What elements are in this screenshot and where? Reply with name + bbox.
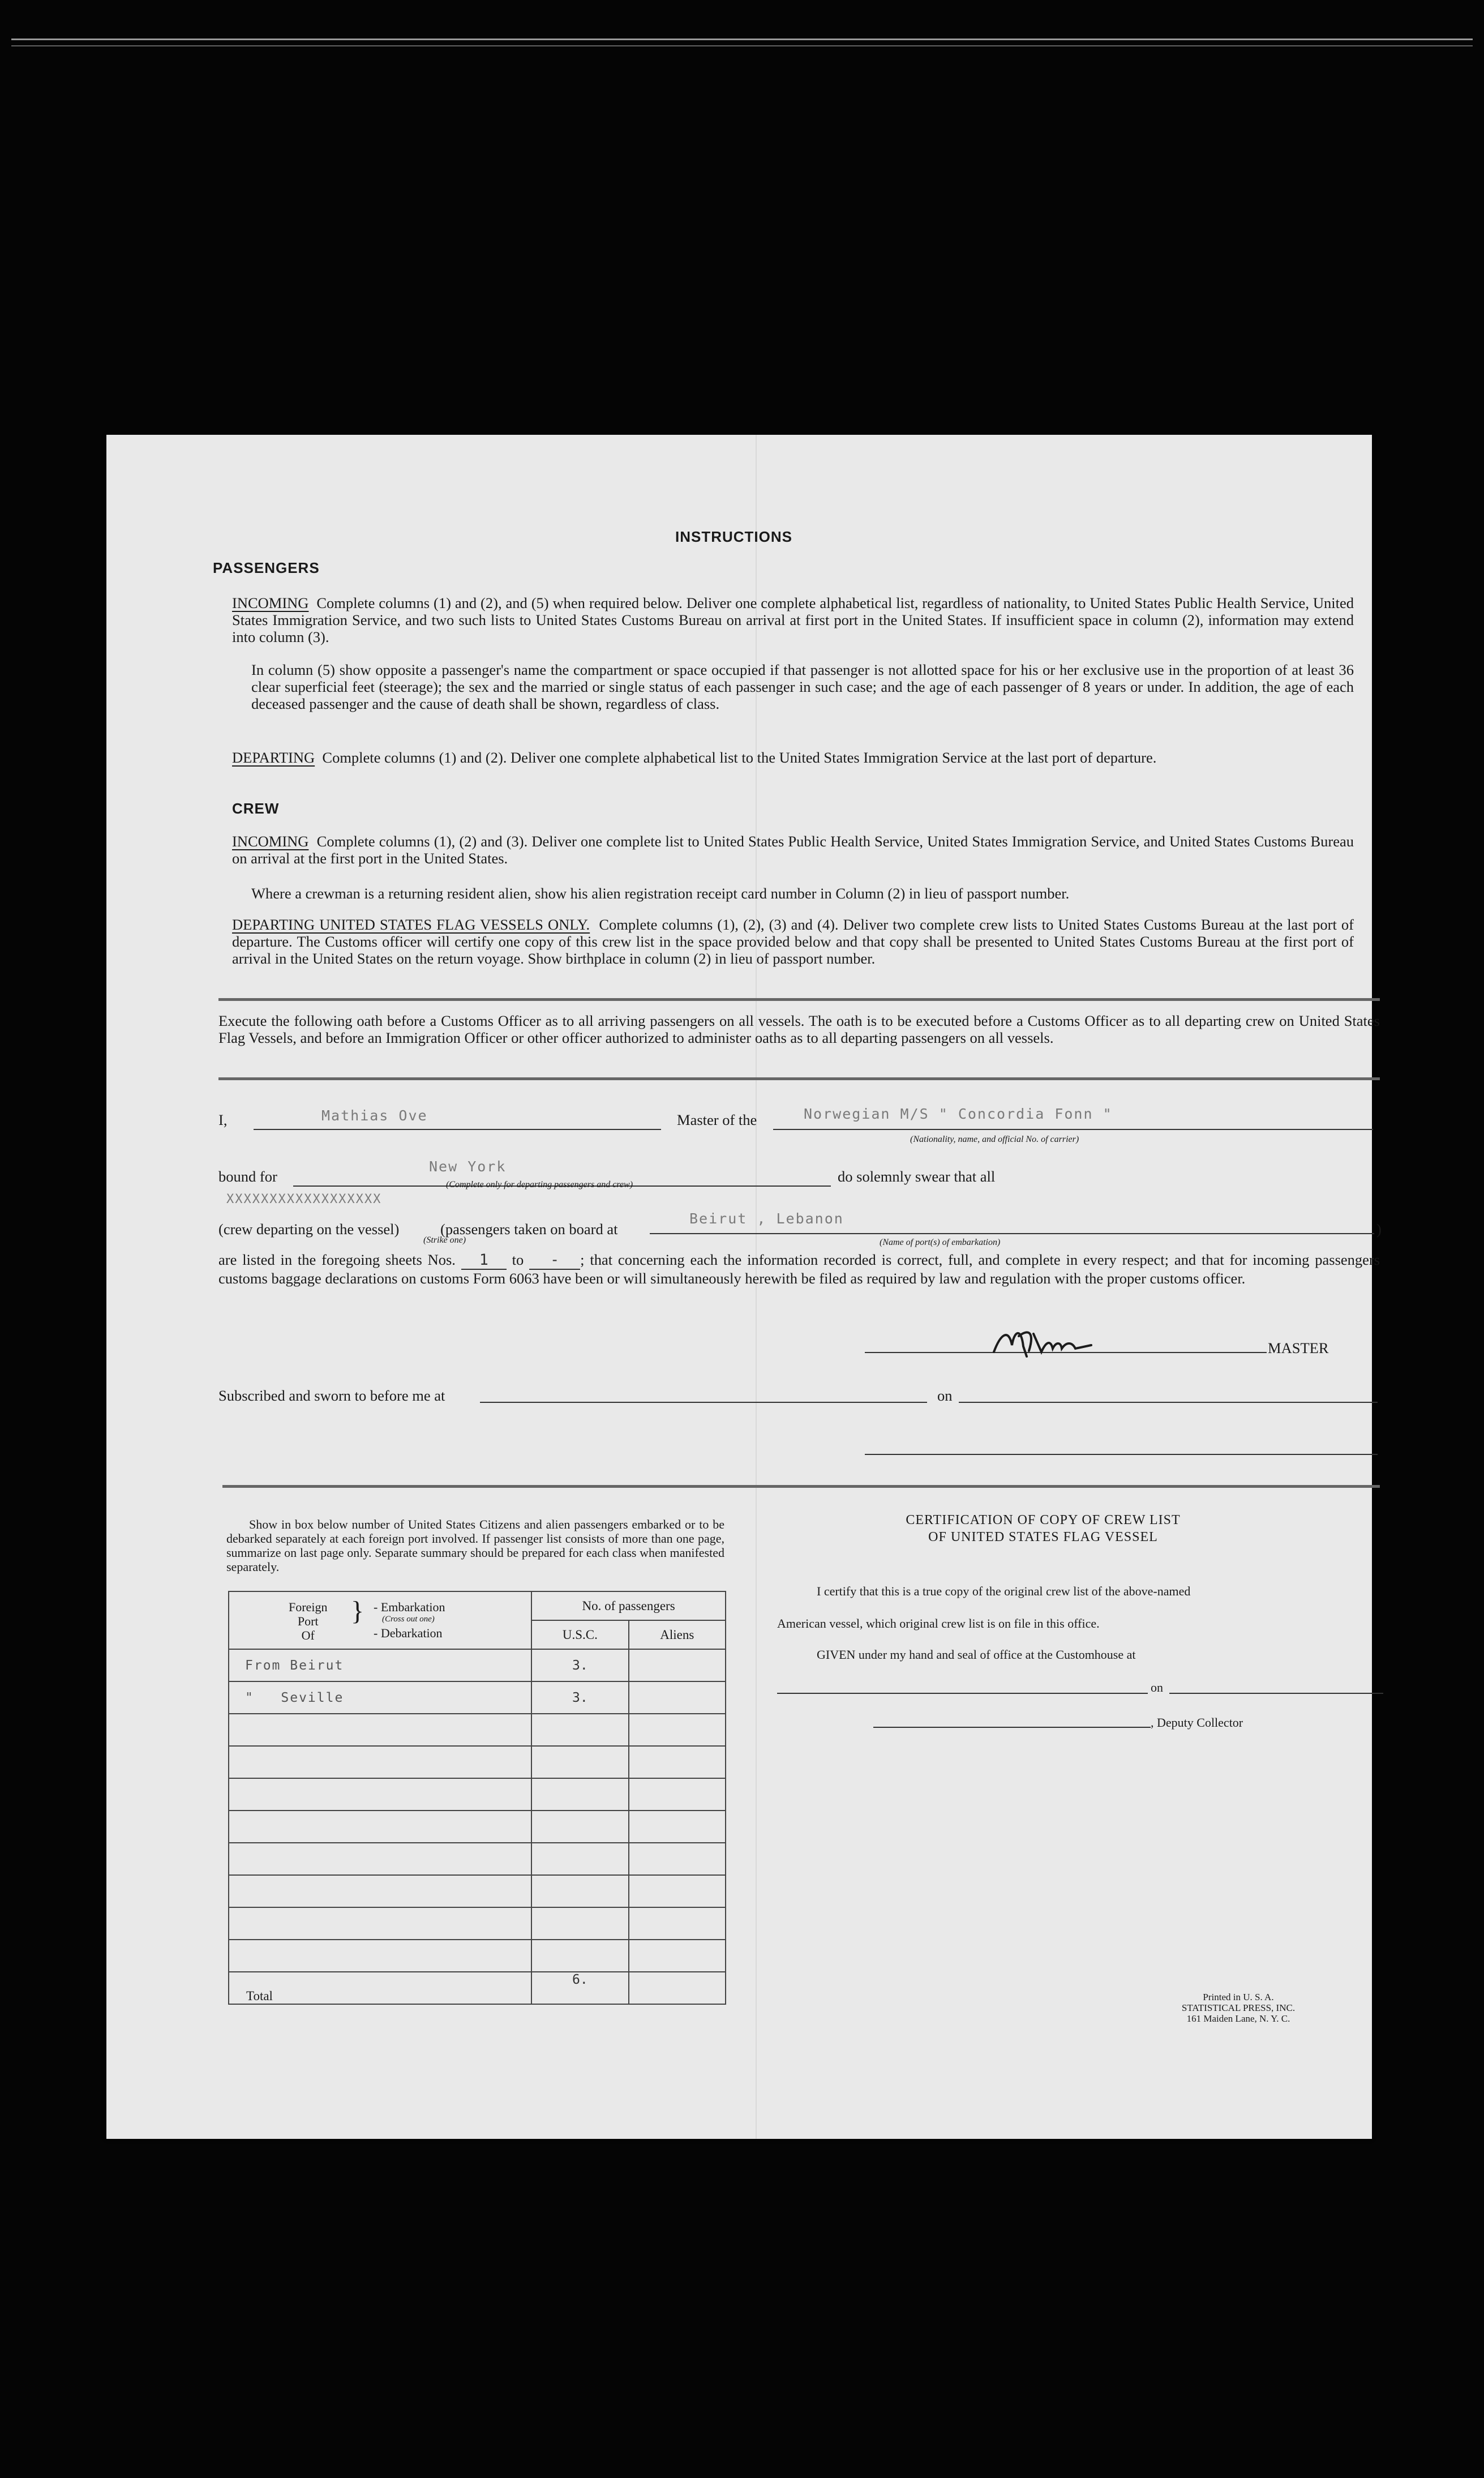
empty-cell[interactable] [629, 1811, 726, 1843]
certification-title [803, 1512, 1284, 1546]
master-of-label: Master of the [677, 1111, 757, 1128]
header-aliens: Aliens [629, 1620, 726, 1649]
empty-cell[interactable] [531, 1843, 628, 1875]
master-label: MASTER [1268, 1339, 1329, 1356]
table-row [229, 1714, 726, 1746]
table-row [229, 1843, 726, 1875]
header-usc: U.S.C. [531, 1620, 628, 1649]
certification-text3: GIVEN under my hand and seal of office at the Customhouse at [817, 1647, 1136, 1662]
form-page [106, 435, 1382, 2139]
section-divider [218, 1077, 1380, 1080]
departing-us-paragraph [232, 916, 1354, 967]
strike-crew-text: (crew departing on the vessel) [218, 1221, 400, 1238]
header-embarkation[interactable]: - Embarkation [374, 1600, 445, 1614]
row-aliens[interactable] [629, 1649, 726, 1681]
header-port: Port [297, 1614, 319, 1628]
total-row [229, 1972, 726, 2004]
empty-cell[interactable] [629, 1940, 726, 1972]
bound-caption: (Complete only for departing passengers and crew) [446, 1180, 633, 1189]
port-value: Beirut , Lebanon [689, 1210, 844, 1227]
table-row [229, 1681, 726, 1714]
header-debarkation[interactable]: - Debarkation [374, 1626, 443, 1640]
table-row [229, 1746, 726, 1778]
incoming-label: INCOMING [232, 594, 309, 611]
departing-text: Complete columns (1) and (2). Deliver one complete alphabetical list to the United States Immigration Service at the last port of departure. [322, 749, 1157, 766]
table-row [229, 1649, 726, 1681]
empty-cell[interactable] [229, 1940, 531, 1972]
empty-cell[interactable] [629, 1843, 726, 1875]
certification-text1: I certify that this is a true copy of the original crew list of the above-named [817, 1584, 1191, 1598]
sheet-from-value[interactable]: 1 [461, 1252, 507, 1270]
empty-cell[interactable] [531, 1940, 628, 1972]
empty-cell[interactable] [629, 1714, 726, 1746]
printer-line1: Printed in U. S. A. [1203, 1992, 1274, 2002]
empty-cell[interactable] [629, 1746, 726, 1778]
total-label: Total [229, 1972, 531, 2004]
deputy-collector-field[interactable] [873, 1727, 1151, 1728]
table-row [229, 1907, 726, 1940]
customhouse-field[interactable] [777, 1693, 1148, 1694]
row-port[interactable]: From Beirut [245, 1658, 344, 1673]
bound-for-value: New York [429, 1158, 507, 1175]
strike-overtype: XXXXXXXXXXXXXXXXXX [226, 1192, 382, 1206]
certification-title-line1: CERTIFICATION OF COPY OF CREW LIST [906, 1513, 1181, 1527]
section-divider [222, 1485, 1380, 1488]
passengers-taken-label: (passengers taken on board at [440, 1221, 618, 1238]
empty-cell[interactable] [229, 1778, 531, 1811]
instructions-title: INSTRUCTIONS [675, 528, 792, 545]
table-row [229, 1875, 726, 1907]
empty-cell[interactable] [531, 1746, 628, 1778]
empty-cell[interactable] [531, 1778, 628, 1811]
sworn-on-label: on [937, 1387, 953, 1404]
foreign-port-header [229, 1591, 531, 1649]
empty-cell[interactable] [531, 1907, 628, 1940]
table-row [229, 1778, 726, 1811]
departing-passengers-paragraph [232, 749, 1354, 766]
header-foreign: Foreign [289, 1600, 328, 1614]
row-aliens[interactable] [629, 1681, 726, 1714]
crew-incoming-paragraph [232, 833, 1354, 867]
departing-label: DEPARTING [232, 749, 315, 766]
departing-us-label: DEPARTING UNITED STATES FLAG VESSELS ONLY. [232, 916, 590, 933]
close-paren: ) [1376, 1221, 1382, 1238]
subscribed-label: Subscribed and sworn to before me at [218, 1387, 445, 1404]
row-port[interactable]: " Seville [245, 1690, 344, 1705]
listed-text: ; that concerning each the information recorded is correct, full, and complete in every respect; and that for incoming passengers customs baggage declarations on customs Form 6063 have been or will simultaneously herewith be filed as required by law and regulation with the proper customs officer. [218, 1251, 1380, 1287]
strike-caption: (Strike one) [423, 1235, 466, 1245]
incoming-text: Complete columns (1) and (2), and (5) when required below. Deliver one complete alphabetical list, regardless of nationality, to United States Public Health Service, United States Immigration Service, and two such lists to United States Customs Bureau on arrival at first port in the United States. If insufficient space in column (2), information may extend into column (3). [232, 594, 1354, 645]
vessel-field[interactable] [773, 1129, 1373, 1130]
sworn-date-field[interactable] [959, 1402, 1378, 1403]
film-edge-line [11, 38, 1473, 40]
to-label: to [512, 1251, 524, 1268]
passenger-summary-table [228, 1591, 726, 2005]
printer-imprint [1114, 1992, 1363, 2024]
empty-cell[interactable] [229, 1843, 531, 1875]
sworn-location-field[interactable] [480, 1402, 927, 1403]
table-row [229, 1940, 726, 1972]
empty-cell[interactable] [229, 1811, 531, 1843]
certification-title-line2: OF UNITED STATES FLAG VESSEL [928, 1530, 1158, 1544]
passengers-heading: PASSENGERS [213, 559, 320, 576]
master-name-value: Mathias Ove [321, 1107, 428, 1124]
summary-instructions: Show in box below number of United States Citizens and alien passengers embarked or to be debarked separately at each foreign port involved. If passenger list consists of more than one page, summarize on last page only. Separate summary should be prepared for each class when manifested separately. [226, 1517, 724, 1574]
header-no-passengers: No. of passengers [531, 1591, 726, 1620]
total-aliens[interactable] [629, 1972, 726, 2004]
crew-incoming-text: Complete columns (1), (2) and (3). Deliver one complete list to United States Public Health Service, United States Immigration Service, and United States Customs Bureau on arrival at the first port in the United States. [232, 833, 1354, 867]
deputy-collector-label: , Deputy Collector [1151, 1715, 1243, 1730]
officer-signature-field[interactable] [865, 1454, 1378, 1455]
film-edge-line [11, 45, 1473, 46]
vessel-caption: (Nationality, name, and official No. of carrier) [910, 1135, 1079, 1144]
empty-cell[interactable] [531, 1811, 628, 1843]
listed-paragraph [218, 1251, 1380, 1287]
total-usc[interactable]: 6. [572, 1972, 588, 1987]
empty-cell[interactable] [229, 1907, 531, 1940]
printer-line3: 161 Maiden Lane, N. Y. C. [1186, 2013, 1290, 2024]
empty-cell[interactable] [629, 1907, 726, 1940]
master-signature [989, 1317, 1103, 1362]
certification-on-label: on [1151, 1680, 1163, 1694]
empty-cell[interactable] [229, 1714, 531, 1746]
crew-incoming-label: INCOMING [232, 833, 309, 850]
row-usc[interactable]: 3. [572, 1658, 588, 1673]
listed-label: are listed in the foregoing sheets Nos. [218, 1251, 456, 1268]
header-cross: (Cross out one) [382, 1615, 435, 1624]
row-usc[interactable]: 3. [572, 1690, 588, 1705]
master-name-field[interactable] [254, 1129, 661, 1130]
header-of: Of [301, 1628, 315, 1642]
empty-cell[interactable] [531, 1714, 628, 1746]
port-caption: (Name of port(s) of embarkation) [880, 1238, 1001, 1247]
departing-us-text: Complete columns (1), (2), (3) and (4). Deliver two complete crew lists to United States Customs Bureau at the last port of departure. The Customs officer will certify one copy of this crew list in the space provided below and that copy shall be presented to United States Customs Bureau at the first port of arrival in the United States on the return voyage. Show birthplace in column (2) in lieu of passport number. [232, 916, 1354, 967]
sheet-to-value[interactable]: - [529, 1252, 580, 1270]
vessel-value: Norwegian M/S " Concordia Fonn " [804, 1106, 1113, 1122]
empty-cell[interactable] [229, 1746, 531, 1778]
empty-cell[interactable] [629, 1778, 726, 1811]
i-label: I, [218, 1111, 228, 1128]
crew-heading: CREW [232, 800, 280, 817]
swear-text: do solemnly swear that all [838, 1168, 996, 1185]
bound-for-label: bound for [218, 1168, 277, 1185]
empty-cell[interactable] [229, 1875, 531, 1907]
printer-line2: STATISTICAL PRESS, INC. [1181, 2002, 1296, 2013]
oath-intro: Execute the following oath before a Customs Officer as to all arriving passengers on all vessels. The oath is to be executed before a Customs Officer as to all departing crew on United States Flag Vessels, and before an Immigration Officer or other officer authorized to administer oaths as to all departing passengers on all vessels. [218, 1012, 1380, 1046]
certification-date-field[interactable] [1169, 1693, 1383, 1694]
incoming-passengers-paragraph [232, 594, 1354, 645]
section-divider [218, 998, 1380, 1001]
empty-cell[interactable] [531, 1875, 628, 1907]
empty-cell[interactable] [629, 1875, 726, 1907]
certification-text2: American vessel, which original crew list is on file in this office. [777, 1616, 1100, 1630]
port-field[interactable] [650, 1233, 1374, 1234]
crewman-paragraph: Where a crewman is a returning resident alien, show his alien registration receipt card number in Column (2) in lieu of passport number. [251, 885, 1070, 902]
column5-paragraph: In column (5) show opposite a passenger's name the compartment or space occupied if that passenger is not allotted space for his or her exclusive use in the proportion of at least 36 clear superficial feet (steerage); the sex and the married or single status of each passenger in such case; and the age of each passenger of 8 years or under. In addition, the age of each deceased passenger and the cause of death shall be shown, regardless of class. [251, 661, 1354, 712]
table-row [229, 1811, 726, 1843]
brace-glyph: } [351, 1596, 364, 1626]
